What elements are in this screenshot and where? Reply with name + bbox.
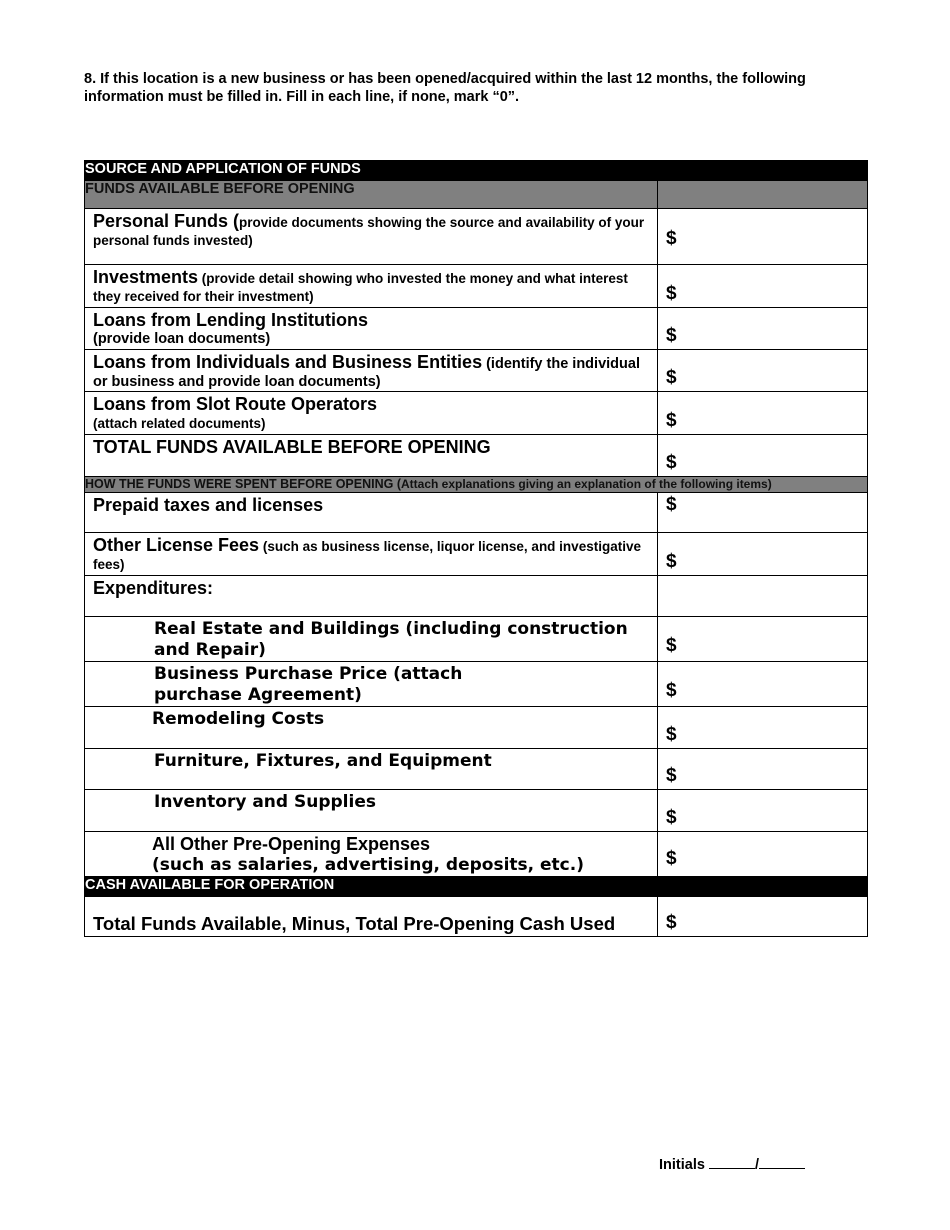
amount-field-real-estate[interactable] xyxy=(658,617,868,662)
row-title: Personal Funds ( xyxy=(93,211,240,231)
dollar-sign: $ xyxy=(666,635,677,656)
row-title: Total Funds Available, Minus, Total Pre-Opening Cash Used xyxy=(93,913,616,934)
row-title: Remodeling Costs xyxy=(152,709,325,729)
row-note: (such as salaries, advertising, deposits, etc.) xyxy=(152,855,584,875)
row-title: Prepaid taxes and licenses xyxy=(93,495,324,515)
row-label-other-license-fees xyxy=(85,533,658,576)
row-title: TOTAL FUNDS AVAILABLE BEFORE OPENING xyxy=(93,437,491,457)
amount-field-total-minus-used[interactable] xyxy=(658,897,868,937)
table-title-row xyxy=(85,161,868,181)
row-note: (such as business license, liquor license, and investigative fees) xyxy=(93,539,641,572)
table-row xyxy=(85,435,868,477)
dollar-sign: $ xyxy=(666,724,677,745)
row-label-remodeling-costs xyxy=(85,707,658,749)
table-row xyxy=(85,392,868,435)
amount-cell-blank xyxy=(658,576,868,617)
dollar-sign: $ xyxy=(666,551,677,572)
dollar-sign: $ xyxy=(666,367,677,388)
table-row xyxy=(85,493,868,533)
row-title: Loans from Lending Institutions xyxy=(93,310,368,330)
table-row xyxy=(85,350,868,392)
amount-field-business-purchase-price[interactable] xyxy=(658,662,868,707)
row-label-slot-route-operators xyxy=(85,392,658,435)
table-row xyxy=(85,707,868,749)
amount-field-other-license-fees[interactable] xyxy=(658,533,868,576)
row-label-expenditures xyxy=(85,576,658,617)
instructions-text: 8. If this location is a new business or has been opened/acquired within the last 12 months, the following information must be filled in. Fill in each line, if none, mark “0”. xyxy=(84,71,806,105)
row-label-furniture-fixtures xyxy=(85,749,658,790)
section-header-row xyxy=(85,477,868,493)
row-label-other-pre-opening-expenses xyxy=(85,832,658,877)
table-row xyxy=(85,533,868,576)
table-row xyxy=(85,790,868,832)
table-row xyxy=(85,308,868,350)
row-label-lending-institutions xyxy=(85,308,658,350)
amount-field-lending-institutions[interactable] xyxy=(658,308,868,350)
section-header-main: HOW THE FUNDS WERE SPENT BEFORE OPENING ( xyxy=(85,477,401,491)
row-note: (provide loan documents) xyxy=(93,331,271,347)
amount-field-personal-funds[interactable] xyxy=(658,209,868,265)
initials-area xyxy=(659,1156,805,1173)
dollar-sign: $ xyxy=(666,283,677,304)
amount-field-prepaid-taxes[interactable] xyxy=(658,493,868,533)
table-title: SOURCE AND APPLICATION OF FUNDS xyxy=(85,161,868,181)
amount-field-other-pre-opening-expenses[interactable] xyxy=(658,832,868,877)
table-row xyxy=(85,265,868,308)
row-title: Other License Fees xyxy=(93,535,260,555)
row-title: All Other Pre-Opening Expenses xyxy=(152,834,431,854)
amount-field-total-funds-available[interactable] xyxy=(658,435,868,477)
amount-field-inventory-supplies[interactable] xyxy=(658,790,868,832)
row-note: (identify the individual or business and provide loan documents) xyxy=(93,356,640,390)
row-note: provide documents showing the source and availability of your personal funds invested) xyxy=(93,215,645,248)
initials-separator: / xyxy=(754,1157,759,1173)
row-title: Expenditures: xyxy=(93,578,214,598)
row-label-business-purchase-price xyxy=(85,662,658,707)
initials-label: Initials xyxy=(659,1157,705,1173)
section-header-funds-available: FUNDS AVAILABLE BEFORE OPENING xyxy=(85,181,658,209)
amount-field-individuals-business-entities[interactable] xyxy=(658,350,868,392)
table-row xyxy=(85,897,868,937)
table-row xyxy=(85,617,868,662)
row-label-prepaid-taxes xyxy=(85,493,658,533)
source-and-application-of-funds-table xyxy=(84,160,868,937)
row-label-real-estate xyxy=(85,617,658,662)
amount-field-remodeling-costs[interactable] xyxy=(658,707,868,749)
row-label-inventory-supplies xyxy=(85,790,658,832)
dollar-sign: $ xyxy=(666,228,677,249)
initials-field-1[interactable] xyxy=(709,1156,755,1169)
row-title: Investments xyxy=(93,267,199,287)
section-header-cash-available: CASH AVAILABLE FOR OPERATION xyxy=(85,877,868,897)
row-label-investments xyxy=(85,265,658,308)
table-row xyxy=(85,749,868,790)
amount-field-slot-route-operators[interactable] xyxy=(658,392,868,435)
section-header-note: Attach explanations giving an explanation of the following items) xyxy=(401,477,772,491)
row-title: Furniture, Fixtures, and Equipment xyxy=(154,751,492,771)
amount-field-furniture-fixtures[interactable] xyxy=(658,749,868,790)
dollar-sign: $ xyxy=(666,325,677,346)
section-header-row xyxy=(85,877,868,897)
table-row xyxy=(85,576,868,617)
row-title: Business Purchase Price (attach purchase Agreement) xyxy=(154,664,463,705)
table-row xyxy=(85,662,868,707)
row-title: Inventory and Supplies xyxy=(154,792,376,812)
dollar-sign: $ xyxy=(666,765,677,786)
row-label-total-funds-available xyxy=(85,435,658,477)
section-header-row xyxy=(85,181,868,209)
row-label-personal-funds xyxy=(85,209,658,265)
dollar-sign: $ xyxy=(666,807,677,828)
row-note: (attach related documents) xyxy=(93,416,266,431)
initials-field-2[interactable] xyxy=(759,1156,805,1169)
dollar-sign: $ xyxy=(666,452,677,473)
dollar-sign: $ xyxy=(666,848,677,869)
row-label-individuals-business-entities xyxy=(85,350,658,392)
amount-field-investments[interactable] xyxy=(658,265,868,308)
row-title: Loans from Individuals and Business Entities xyxy=(93,352,483,372)
dollar-sign: $ xyxy=(666,680,677,701)
table-row xyxy=(85,832,868,877)
row-note: (provide detail showing who invested the money and what interest they received for their investment) xyxy=(93,271,628,304)
row-title: Real Estate and Buildings (including construction and Repair) xyxy=(154,619,628,660)
table-row xyxy=(85,209,868,265)
section-header-blank xyxy=(658,181,868,209)
section-header-funds-spent xyxy=(85,477,868,493)
dollar-sign: $ xyxy=(666,410,677,431)
dollar-sign: $ xyxy=(666,494,677,515)
row-label-total-minus-used xyxy=(85,897,658,937)
row-title: Loans from Slot Route Operators xyxy=(93,394,378,414)
dollar-sign: $ xyxy=(666,912,677,933)
